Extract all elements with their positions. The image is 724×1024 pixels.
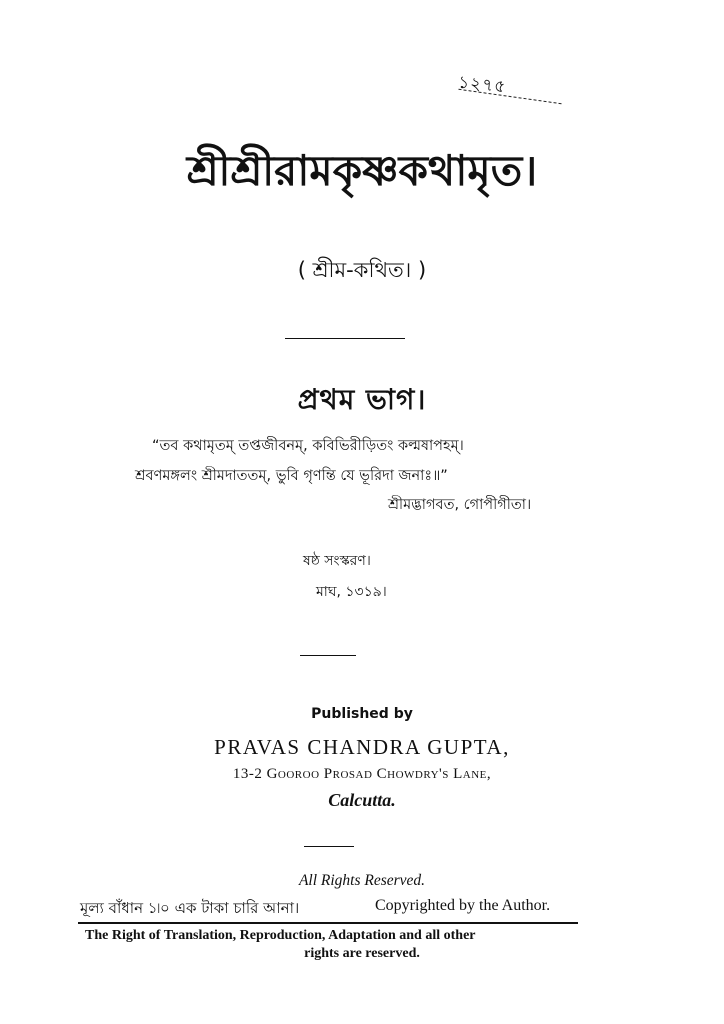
translation-rights-line-1: The Right of Translation, Reproduction, Adaptation and all other <box>85 928 476 943</box>
part-heading: প্রথম ভাগ। <box>297 383 427 416</box>
divider-3 <box>304 846 354 847</box>
published-by-label: Published by <box>311 706 413 722</box>
translation-rights-line-2: rights are reserved. <box>304 946 420 961</box>
verse-line-1: “তব কথামৃতম্ তপ্তজীবনম্, কবিভিরীড়িতং কল্মষাপহম্। <box>152 438 464 454</box>
bottom-rule <box>78 922 578 924</box>
price-text: মূল্য বাঁধান ১৷০ এক টাকা চারি আনা। <box>80 899 300 917</box>
publisher-city: Calcutta. <box>328 790 396 810</box>
divider-2 <box>300 655 356 656</box>
verse-attribution: শ্রীমদ্ভাগবত, গোপীগীতা। <box>388 497 532 513</box>
book-subtitle: ( শ্রীম-কথিত। ) <box>297 258 427 282</box>
verse-line-2: শ্রবণমঙ্গলং শ্রীমদাততম্, ভুবি গৃণন্তি যে ভূরিদা জনাঃ॥” <box>135 468 448 484</box>
rights-reserved: All Rights Reserved. <box>298 872 426 889</box>
copyright-text: Copyrighted by the Author. <box>375 897 551 914</box>
accession-stamp: ১২৭৫ <box>457 72 508 98</box>
publisher-name: PRAVAS CHANDRA GUPTA, <box>214 735 510 759</box>
divider-1 <box>285 338 405 339</box>
edition-date: মাঘ, ১৩১৯। <box>316 584 387 600</box>
edition-label: ষষ্ঠ সংস্করণ। <box>303 553 371 569</box>
book-title: শ্রীশ্রীরামকৃষ্ণকথামৃত। <box>186 146 538 195</box>
publisher-address: 13-2 Gooroo Prosad Chowdry's Lane, <box>232 766 492 782</box>
